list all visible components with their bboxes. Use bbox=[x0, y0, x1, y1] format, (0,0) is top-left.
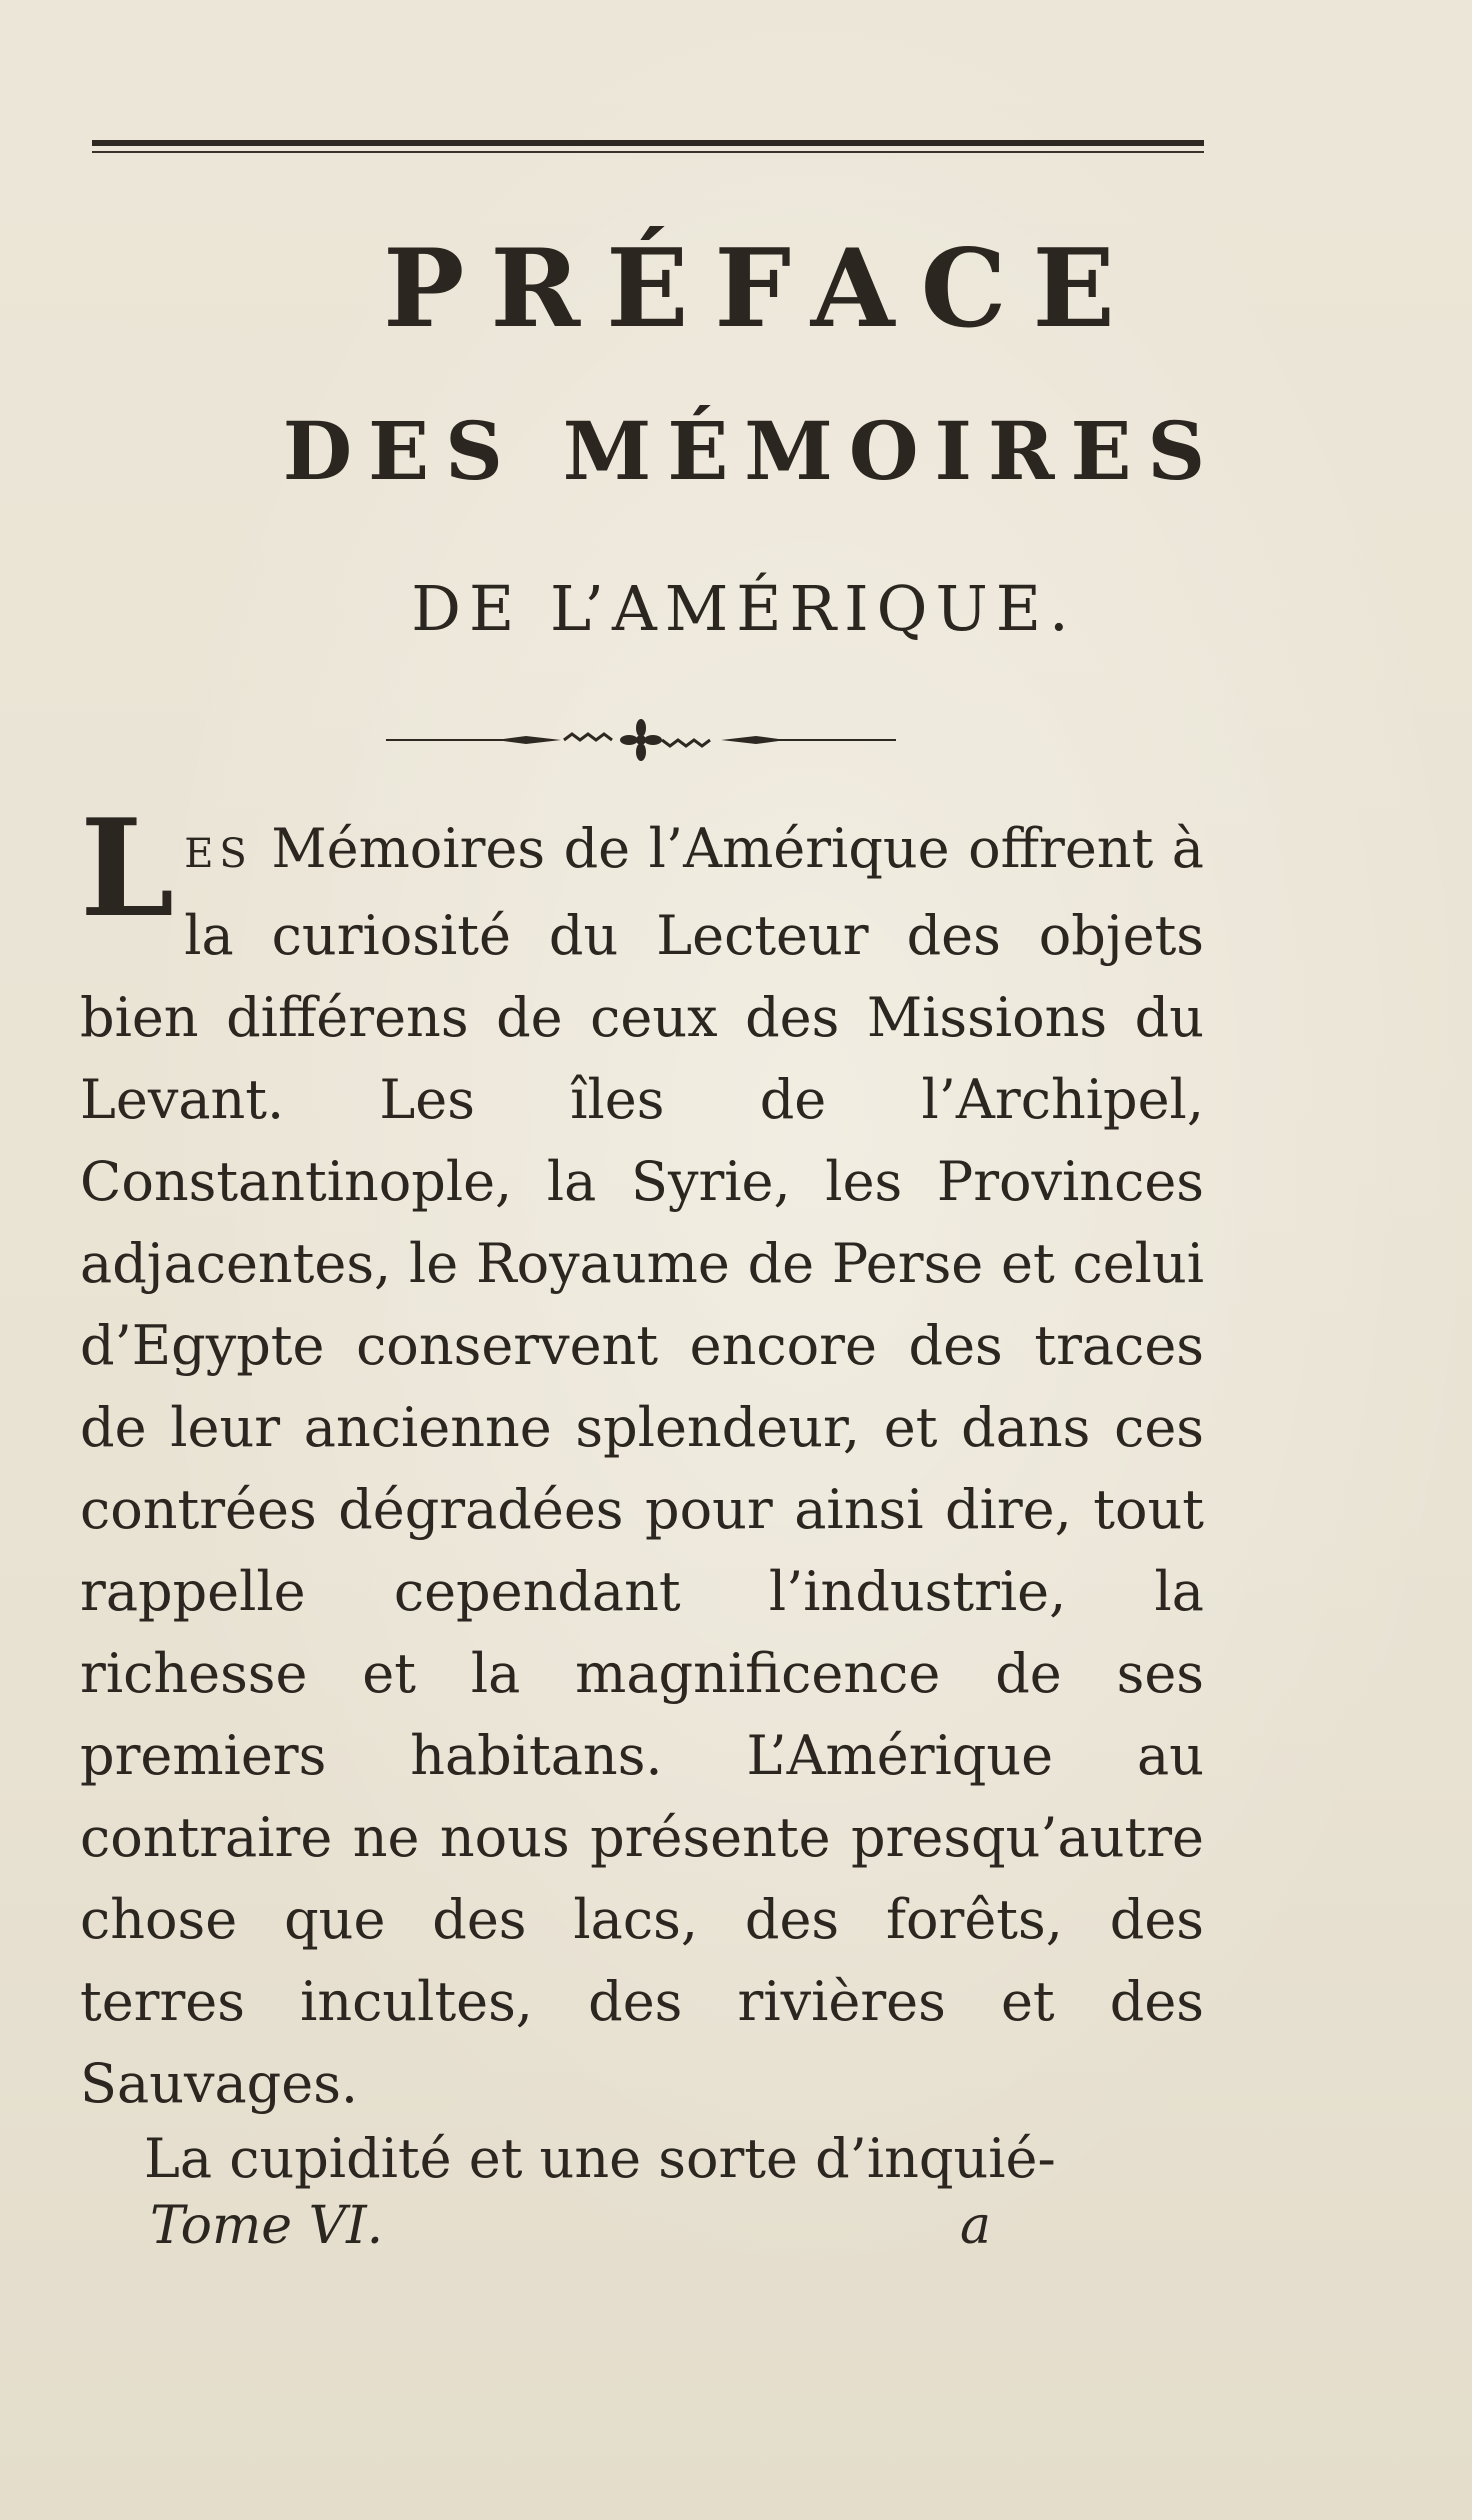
preface-paragraph-1 bbox=[80, 789, 1204, 2125]
drop-cap: L bbox=[80, 789, 175, 947]
title-des-memoires: DES MÉMOIRES bbox=[282, 404, 1222, 498]
paragraph-1-text: Mémoires de l’Amérique offrent à la curiosité du Lecteur des objets bien différens de ceux des Missions du Levant. Les îles de l’Archipel, Constantinople, la Syrie, les Provinces adjacentes, le Royaume de Perse et celui d’Egypte conservent encore des traces de leur ancienne splendeur, et dans ces contrées dégradées pour ainsi dire, tout rappelle cependant l’industrie, la richesse et la magnificence de ses premiers habitans. L’Amérique au contraire ne nous présente presqu’autre chose que des lacs, des forêts, des terres incultes, des rivières et des Sauvages. bbox=[80, 817, 1204, 2115]
volume-marker: Tome VI. bbox=[150, 2196, 384, 2256]
signature-mark: a bbox=[960, 2196, 992, 2256]
fleuron-ornament-icon bbox=[386, 715, 896, 765]
title-de-l-amerique: DE L’AMÉRIQUE. bbox=[411, 572, 1077, 645]
double-rule-top bbox=[92, 140, 1204, 153]
preface-paragraph-2: La cupidité et une sorte d’inquié- bbox=[144, 2127, 1056, 2190]
first-word-smallcaps: ES bbox=[184, 831, 253, 877]
title-preface: PRÉFACE bbox=[383, 226, 1141, 352]
